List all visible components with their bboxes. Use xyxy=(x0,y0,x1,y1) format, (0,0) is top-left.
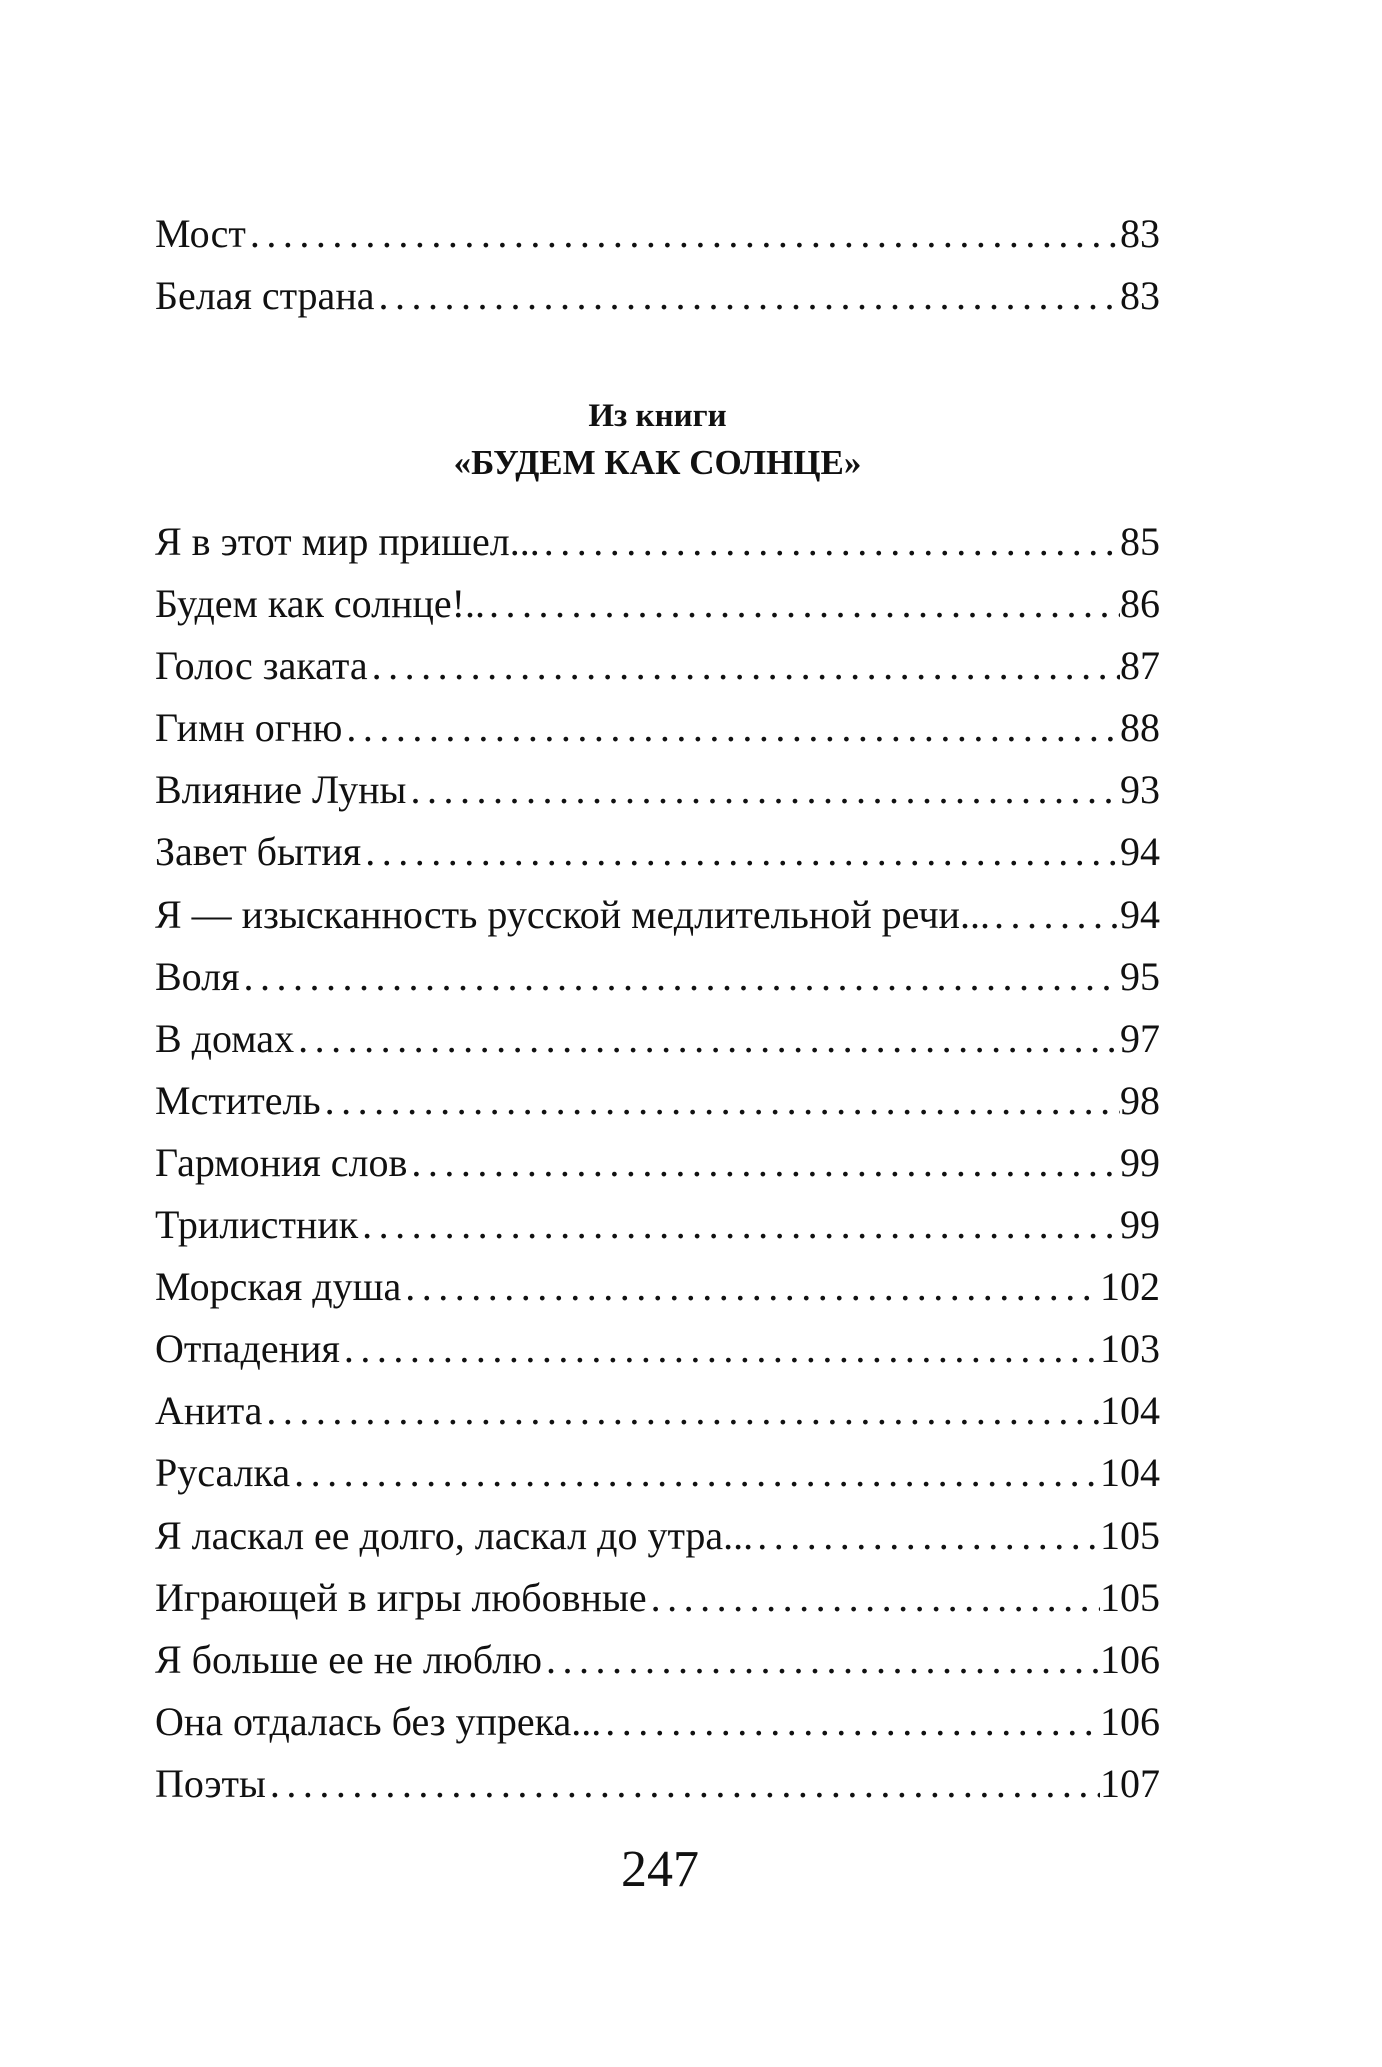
toc-entry xyxy=(155,1442,1160,1504)
toc-entry-title: Русалка xyxy=(155,1450,291,1496)
toc-list-top xyxy=(155,203,1160,327)
toc-entry-title: Трилистник xyxy=(155,1202,359,1248)
toc-entry-page: 86 xyxy=(1120,581,1160,627)
toc-entry xyxy=(155,1691,1160,1753)
toc-entry xyxy=(155,1132,1160,1194)
toc-entry xyxy=(155,821,1160,883)
toc-entry-title: Завет бытия xyxy=(155,829,362,875)
toc-entry-title: Я ласкал ее долго, ласкал до утра... xyxy=(155,1512,754,1558)
toc-entry-page: 94 xyxy=(1120,829,1160,875)
toc-entry-title: Гимн огню xyxy=(155,705,343,751)
toc-entry-title: В домах xyxy=(155,1015,295,1061)
toc-entry xyxy=(155,1380,1160,1442)
toc-dot-leader xyxy=(407,1132,1120,1194)
toc-entry-page: 95 xyxy=(1120,953,1160,999)
toc-entry xyxy=(155,573,1160,635)
toc-dot-leader xyxy=(262,1380,1100,1442)
toc-dot-leader xyxy=(340,1318,1100,1380)
toc-entry-page: 88 xyxy=(1120,705,1160,751)
toc-entry-page: 107 xyxy=(1100,1760,1160,1806)
toc-dot-leader xyxy=(374,265,1120,327)
toc-entry-page: 105 xyxy=(1100,1574,1160,1620)
toc-dot-leader xyxy=(401,1256,1100,1318)
toc-entry xyxy=(155,1753,1160,1815)
toc-dot-leader xyxy=(368,635,1120,697)
toc-entry-page: 106 xyxy=(1100,1698,1160,1744)
toc-entry xyxy=(155,1194,1160,1256)
toc-entry-page: 93 xyxy=(1120,767,1160,813)
toc-entry-page: 83 xyxy=(1120,273,1160,319)
toc-dot-leader xyxy=(540,511,1120,573)
toc-dot-leader xyxy=(246,203,1120,265)
toc-entry-title: Морская душа xyxy=(155,1264,402,1310)
toc-entry xyxy=(155,1567,1160,1629)
toc-dot-leader xyxy=(361,821,1120,883)
toc-entry-page: 102 xyxy=(1100,1264,1160,1310)
toc-entry-title: Играющей в игры любовные xyxy=(155,1574,647,1620)
toc-entry-page: 105 xyxy=(1100,1512,1160,1558)
toc-entry-title: Белая страна xyxy=(155,273,375,319)
toc-entry-title: Анита xyxy=(155,1388,263,1434)
toc-dot-leader xyxy=(342,697,1120,759)
toc-entry-page: 103 xyxy=(1100,1326,1160,1372)
toc-entry xyxy=(155,203,1160,265)
page-number: 247 xyxy=(621,1841,699,1898)
toc-dot-leader xyxy=(358,1194,1120,1256)
toc-entry-page: 104 xyxy=(1100,1450,1160,1496)
toc-entry xyxy=(155,265,1160,327)
toc-entry-title: Поэты xyxy=(155,1760,266,1806)
toc-entry-title: Воля xyxy=(155,953,240,999)
section-heading-subtitle: Из книги xyxy=(588,398,727,434)
toc-entry-page: 94 xyxy=(1120,891,1160,937)
toc-entry-title: Мост xyxy=(155,211,246,256)
toc-entry xyxy=(155,1008,1160,1070)
toc-entry-page: 99 xyxy=(1120,1139,1160,1185)
toc-dot-leader xyxy=(647,1567,1100,1629)
toc-entry-title: Я в этот мир пришел... xyxy=(155,519,540,564)
toc-entry xyxy=(155,1256,1160,1318)
toc-dot-leader xyxy=(321,1070,1120,1132)
toc-dot-leader xyxy=(753,1505,1100,1567)
toc-entry-title: Гармония слов xyxy=(155,1139,408,1185)
toc-entry-page: 87 xyxy=(1120,643,1160,689)
toc-dot-leader xyxy=(485,573,1120,635)
toc-entry xyxy=(155,759,1160,821)
toc-dot-leader xyxy=(240,946,1120,1008)
toc-list-main xyxy=(155,511,1160,1815)
toc-entry-title: Отпадения xyxy=(155,1326,340,1372)
toc-dot-leader xyxy=(990,884,1120,946)
toc-entry-title: Влияние Луны xyxy=(155,767,407,813)
toc-entry xyxy=(155,1318,1160,1380)
toc-entry-page: 83 xyxy=(1120,211,1160,256)
toc-entry-page: 85 xyxy=(1120,519,1160,564)
toc-entry xyxy=(155,884,1160,946)
toc-entry xyxy=(155,946,1160,1008)
toc-entry-title: Я больше ее не люблю xyxy=(155,1636,542,1682)
toc-entry-title: Будем как солнце!.. xyxy=(155,581,485,627)
toc-entry-title: Голос заката xyxy=(155,643,368,689)
toc-dot-leader xyxy=(406,759,1120,821)
toc-entry xyxy=(155,1629,1160,1691)
toc-entry xyxy=(155,1505,1160,1567)
toc-entry-page: 97 xyxy=(1120,1015,1160,1061)
toc-entry xyxy=(155,697,1160,759)
toc-dot-leader xyxy=(601,1691,1100,1753)
section-heading xyxy=(155,393,1160,487)
toc-entry xyxy=(155,1070,1160,1132)
toc-entry-title: Мститель xyxy=(155,1077,321,1123)
toc-entry-title: Она отдалась без упрека... xyxy=(155,1698,602,1744)
toc-entry-title: Я — изысканность русской медлительной речи... xyxy=(155,891,990,937)
toc-dot-leader xyxy=(266,1753,1100,1815)
toc-entry-page: 104 xyxy=(1100,1388,1160,1434)
toc-dot-leader xyxy=(294,1008,1120,1070)
toc-entry xyxy=(155,511,1160,573)
toc-dot-leader xyxy=(290,1442,1100,1504)
toc-entry-page: 106 xyxy=(1100,1636,1160,1682)
section-heading-title: «БУДЕМ КАК СОЛНЦЕ» xyxy=(453,443,862,482)
toc-dot-leader xyxy=(542,1629,1100,1691)
toc-entry-page: 99 xyxy=(1120,1202,1160,1248)
toc-entry xyxy=(155,635,1160,697)
toc-entry-page: 98 xyxy=(1120,1077,1160,1123)
